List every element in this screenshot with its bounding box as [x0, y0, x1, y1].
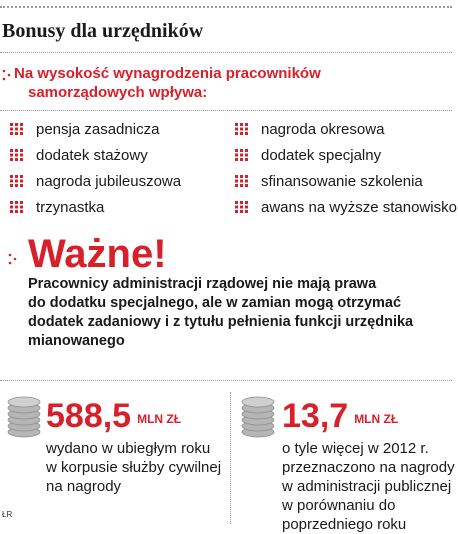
stat-line: przeznaczono na nagrody: [282, 459, 455, 476]
notice-line: Pracownicy administracji rządowej nie mają prawa: [28, 276, 377, 292]
list-item: [235, 116, 457, 142]
bullet-grid-icon: [235, 123, 251, 135]
component-label: awans na wyższe stanowisko: [261, 198, 457, 216]
stat-value-row: [46, 398, 221, 437]
component-label: nagroda okresowa: [261, 120, 385, 138]
notice-heading: Ważne!: [28, 232, 167, 276]
stat-description: [282, 439, 455, 534]
notice-line: do dodatku specjalnego, ale w zamian mogą otrzymać: [28, 295, 402, 311]
stat-value: 588,5: [46, 397, 132, 435]
page-title: Bonusy dla urzędników: [2, 20, 204, 42]
component-label: dodatek specjalny: [261, 146, 382, 164]
stat-description: [46, 439, 221, 496]
components-right-column: [235, 116, 457, 220]
notice-line: dodatek zadaniowy i z tytułu pełnienia funkcji urzędnika: [28, 314, 414, 330]
list-item: [10, 194, 181, 220]
stat-line: poprzedniego roku: [282, 516, 407, 533]
stat-value-row: [282, 398, 455, 437]
list-item: [10, 168, 181, 194]
components-left-column: [10, 116, 181, 220]
arrow-dots-icon: [2, 68, 12, 82]
component-label: sfinansowanie szkolenia: [261, 172, 423, 190]
component-label: trzynastka: [36, 198, 105, 216]
stat-line: na nagrody: [46, 478, 122, 495]
component-label: dodatek stażowy: [36, 146, 148, 164]
coin-stack-icon: [238, 396, 278, 438]
list-item: [235, 194, 457, 220]
top-dotted-rule: [0, 6, 452, 8]
intro-heading: [14, 64, 344, 102]
coin-stack-icon: [4, 396, 44, 438]
stat-unit: MLN ZŁ: [137, 412, 182, 426]
bullet-grid-icon: [10, 201, 26, 213]
bullet-grid-icon: [235, 175, 251, 187]
stat-line: w korpusie służby cywilnej: [46, 459, 222, 476]
stat-line: wydano w ubiegłym roku: [46, 440, 211, 457]
stats-separator: [0, 380, 452, 381]
intro-line-2: samorządowych wpływa:: [28, 84, 208, 101]
arrow-dots-icon: [8, 252, 18, 266]
stat-block-2: [282, 398, 455, 534]
component-label: nagroda jubileuszowa: [36, 172, 182, 190]
notice-text: [28, 275, 452, 351]
stat-line: w porównaniu do: [282, 497, 396, 514]
title-separator: [0, 52, 452, 53]
bullet-grid-icon: [10, 149, 26, 161]
list-item: [235, 168, 457, 194]
stat-block-1: [46, 398, 221, 496]
bullet-grid-icon: [235, 149, 251, 161]
bullet-grid-icon: [10, 175, 26, 187]
component-label: pensja zasadnicza: [36, 120, 160, 138]
stat-unit: MLN ZŁ: [354, 412, 399, 426]
author-credit: ŁR: [2, 510, 13, 519]
stat-line: o tyle więcej w 2012 r.: [282, 440, 429, 457]
list-item: [10, 142, 181, 168]
list-item: [235, 142, 457, 168]
intro-separator: [0, 110, 452, 111]
stat-value: 13,7: [282, 397, 349, 435]
intro-line-1: Na wysokość wynagrodzenia pracowników: [14, 65, 321, 82]
stats-divider: [230, 392, 231, 524]
stat-line: w administracji publicznej: [282, 478, 452, 495]
notice-line: mianowanego: [28, 333, 125, 349]
bullet-grid-icon: [10, 123, 26, 135]
list-item: [10, 116, 181, 142]
bullet-grid-icon: [235, 201, 251, 213]
